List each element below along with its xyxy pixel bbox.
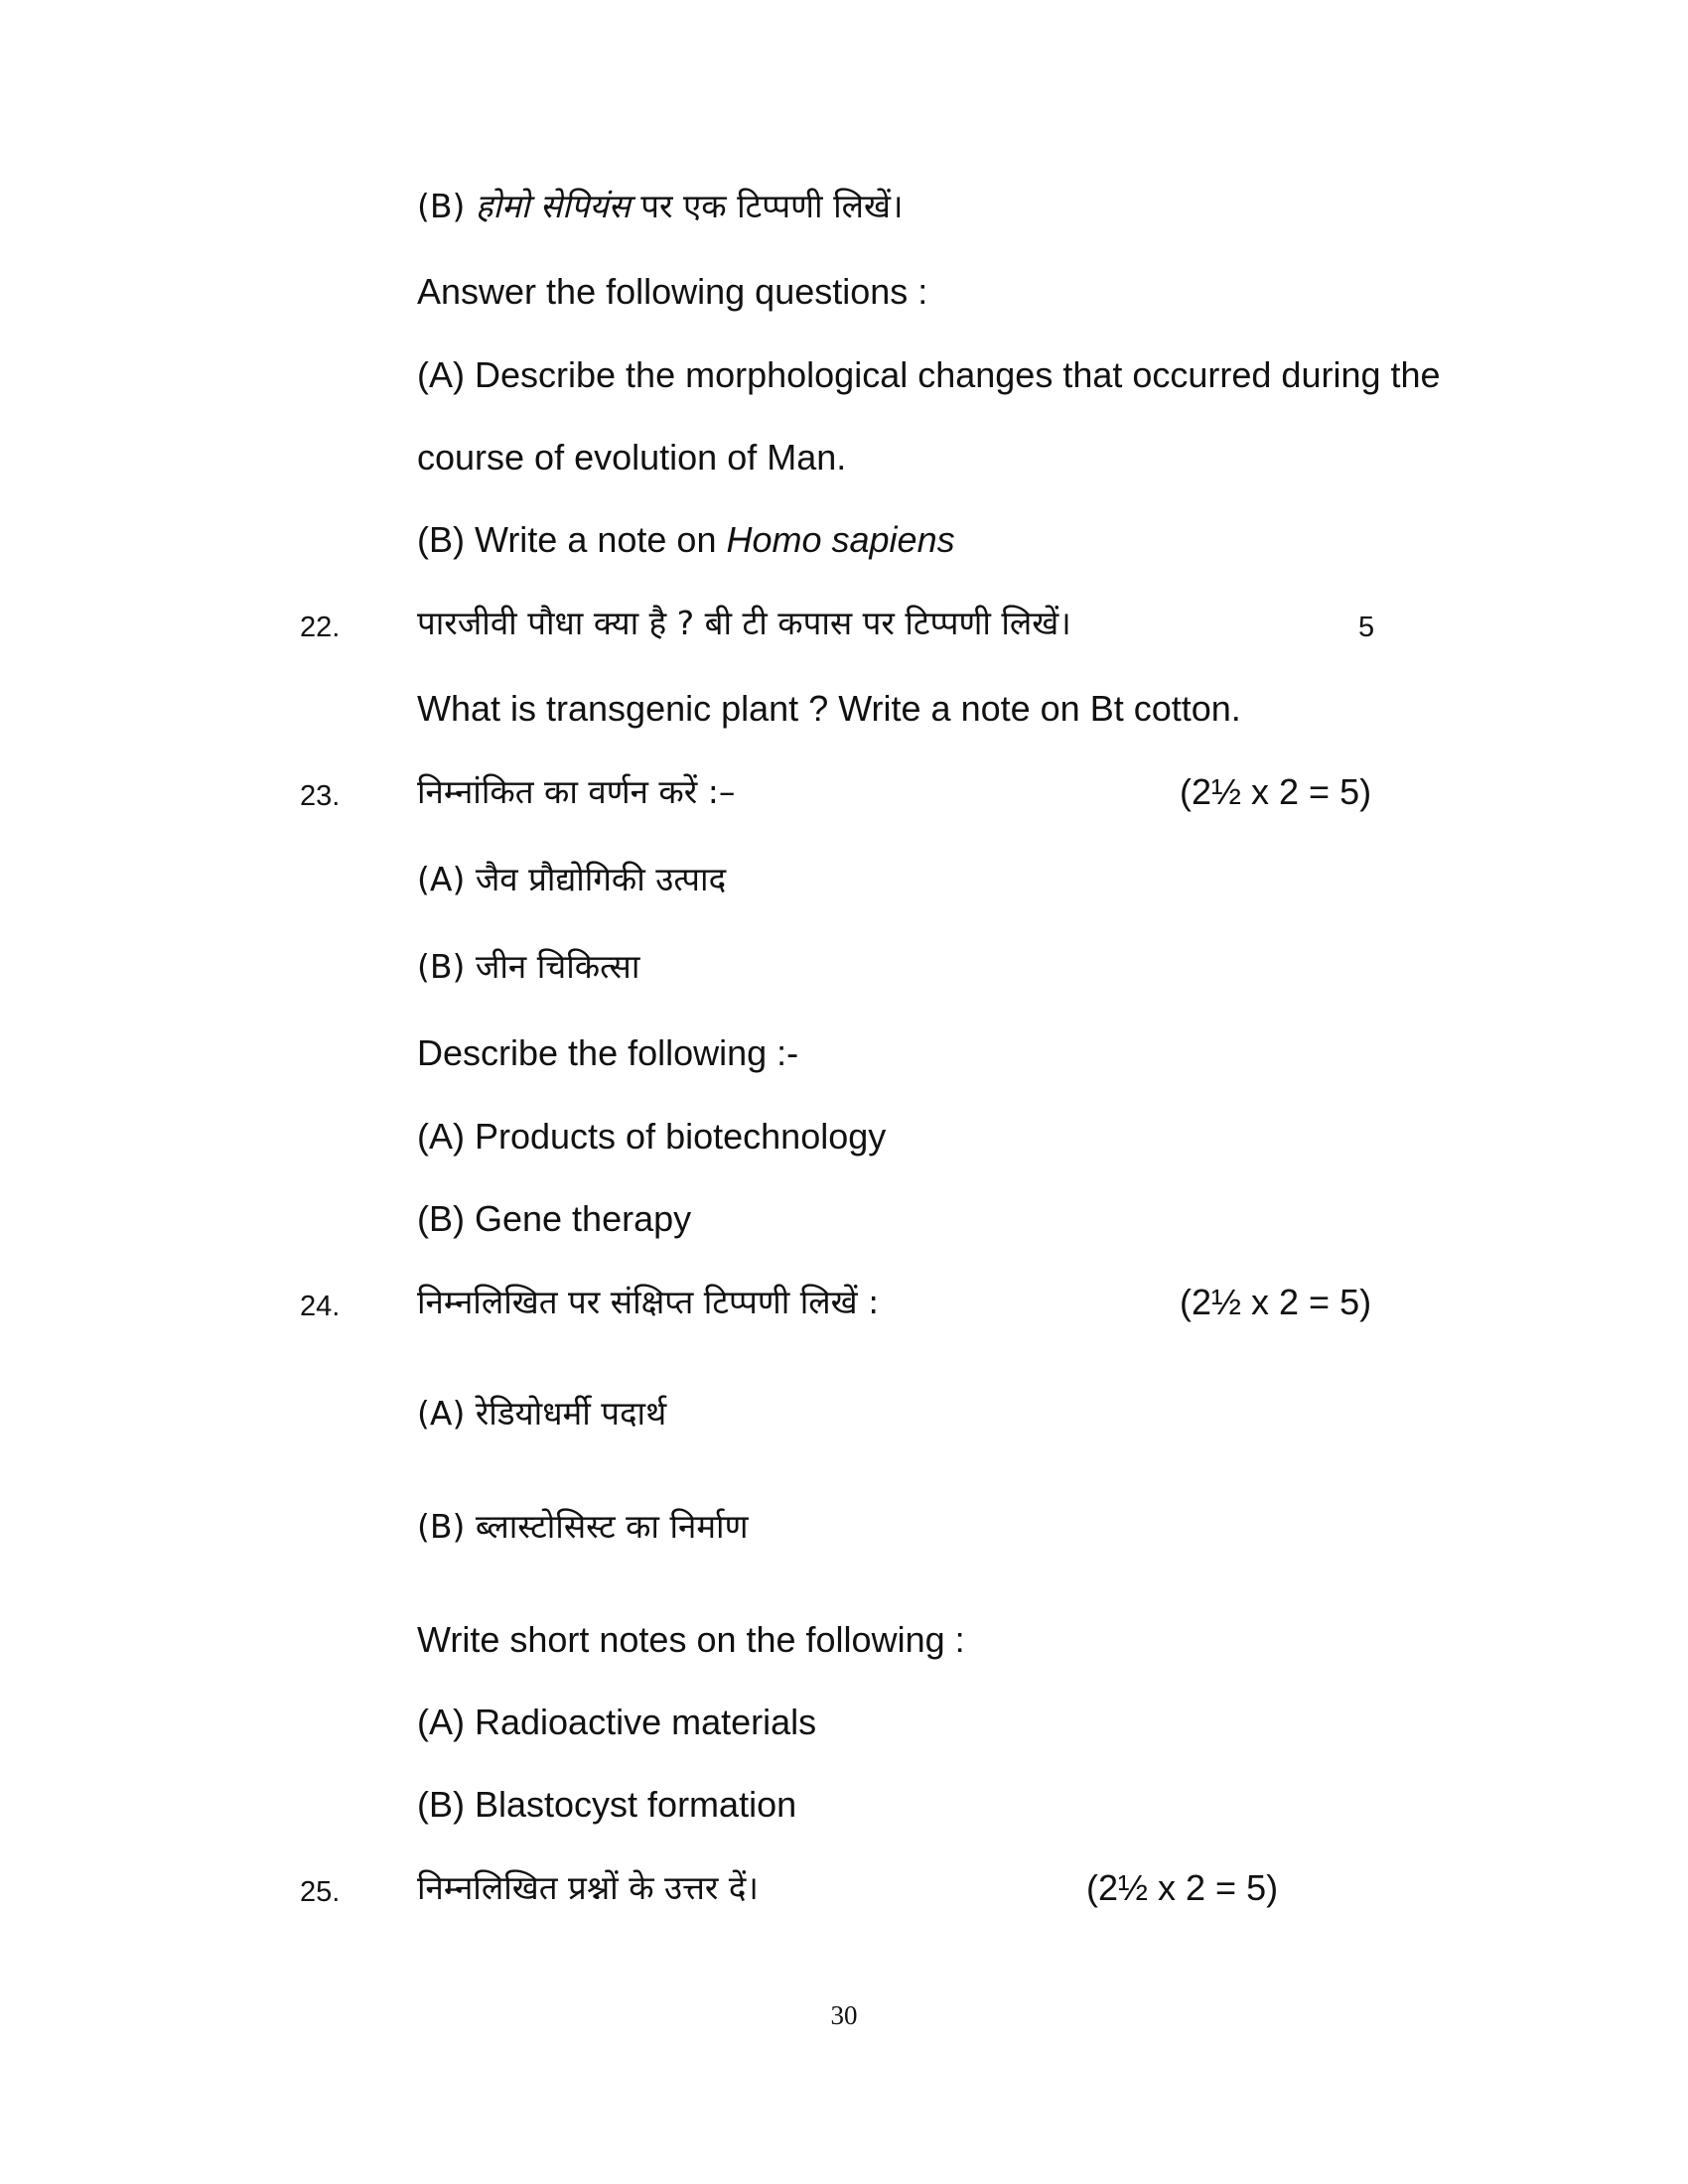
- q22-hindi: पारजीवी पौधा क्या है ? बी टी कपास पर टिप्पणी लिखें।: [417, 604, 1071, 642]
- q23-a-en: (A) Products of biotechnology: [417, 1116, 887, 1157]
- q25-marks: (2½ x 2 = 5): [1086, 1867, 1279, 1908]
- q23-b-en: (B) Gene therapy: [417, 1198, 692, 1239]
- q24-b-hindi: (B) ब्लास्टोसिस्ट का निर्माण: [417, 1507, 749, 1546]
- prev-b-en-italic: Homo sapiens: [726, 519, 955, 560]
- q24-a-en: (A) Radioactive materials: [417, 1702, 817, 1742]
- q23-instruction-en: Describe the following :-: [417, 1032, 799, 1073]
- prev-b-hindi: [417, 185, 904, 228]
- q24-b-en: (B) Blastocyst formation: [417, 1784, 797, 1825]
- prev-b-hindi-italic: होमो सेपियंस: [475, 187, 631, 225]
- q23-number: 23.: [300, 780, 341, 812]
- q24-marks: (2½ x 2 = 5): [1180, 1282, 1372, 1322]
- prev-b-hindi-prefix: (B): [417, 187, 476, 225]
- q23-hindi: निम्नांकित का वर्णन करें :–: [417, 772, 736, 811]
- prev-b-en-prefix: (B) Write a note on: [417, 519, 727, 560]
- q25-number: 25.: [300, 1876, 341, 1908]
- prev-b-hindi-suffix: पर एक टिप्पणी लिखें।: [630, 187, 904, 225]
- q23-b-hindi: (B) जीन चिकित्सा: [417, 947, 640, 986]
- q22-marks: 5: [1358, 612, 1375, 643]
- page-number: 30: [830, 2000, 858, 2030]
- q23-a-hindi: (A) जैव प्रौद्योगिकी उत्पाद: [417, 860, 727, 898]
- q23-marks: (2½ x 2 = 5): [1180, 771, 1372, 812]
- q24-number: 24.: [300, 1291, 341, 1322]
- prev-a-en-line2: course of evolution of Man.: [417, 437, 847, 478]
- q22-english: What is transgenic plant ? Write a note on Bt cotton.: [417, 688, 1241, 729]
- q22-number: 22.: [300, 612, 341, 643]
- prev-b-en: [417, 518, 955, 562]
- q24-a-hindi: (A) रेडियोधर्मी पदार्थ: [417, 1394, 667, 1433]
- prev-instruction-en: Answer the following questions :: [417, 271, 928, 312]
- q24-hindi: निम्नलिखित पर संक्षिप्त टिप्पणी लिखें :: [417, 1283, 880, 1321]
- q24-instruction-en: Write short notes on the following :: [417, 1619, 965, 1660]
- prev-a-en-line1: (A) Describe the morphological changes that occurred during the: [417, 354, 1441, 395]
- q25-hindi: निम्नलिखित प्रश्नों के उत्तर दें।: [417, 1868, 759, 1907]
